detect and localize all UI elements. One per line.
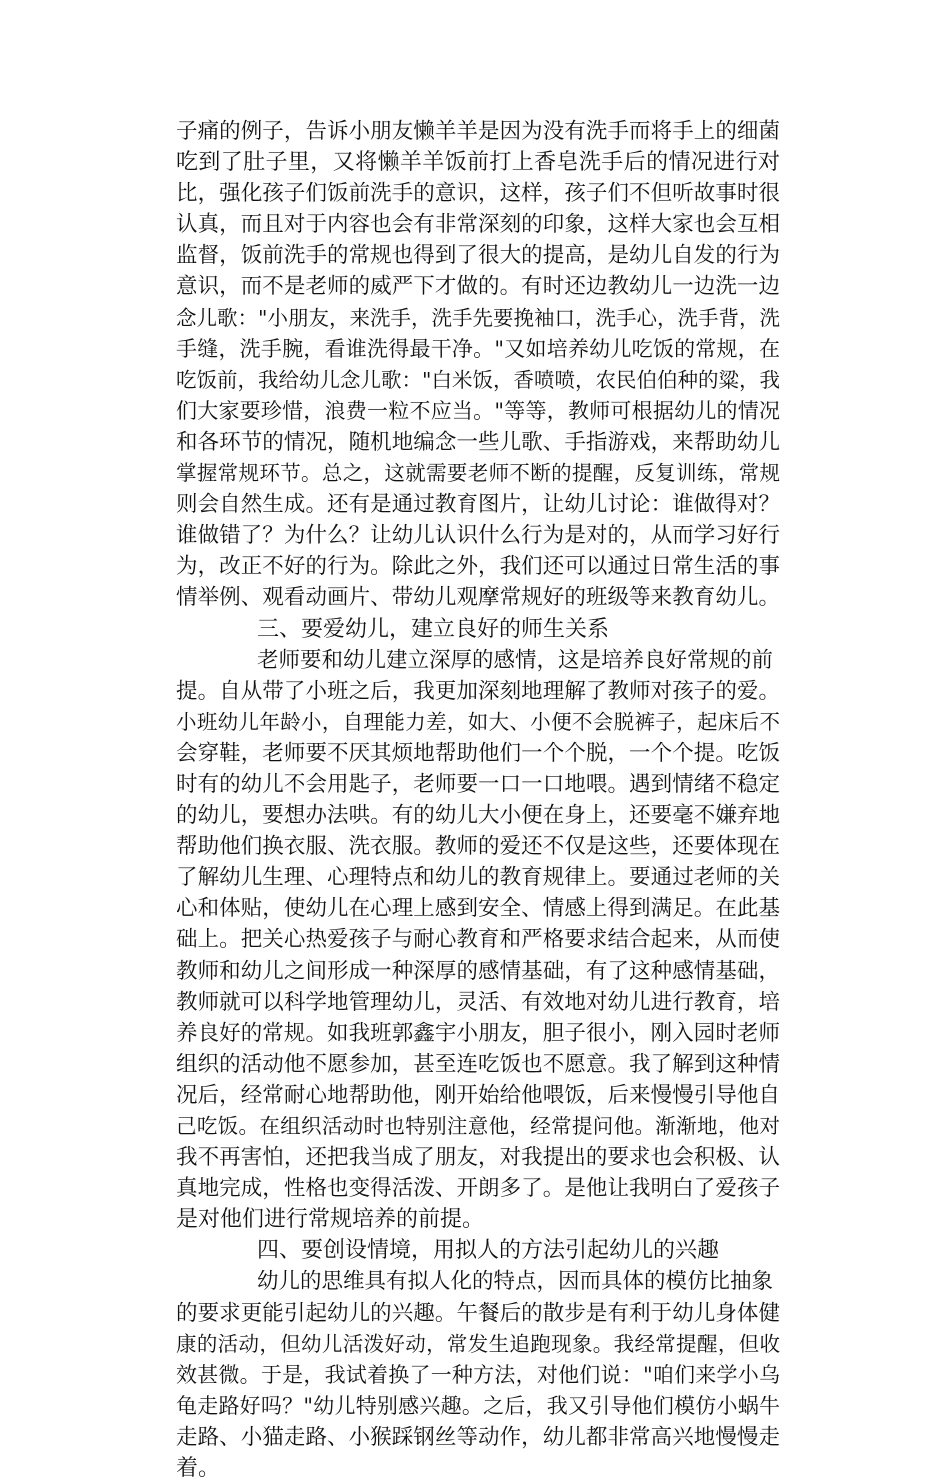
paragraph-line: 情举例、观看动画片、带幼儿观摩常规好的班级等来教育幼儿。	[176, 585, 780, 611]
paragraph-line: 子痛的例子，告诉小朋友懒羊羊是因为没有洗手而将手上的细菌	[176, 119, 780, 144]
paragraph-line: 组织的活动他不愿参加，甚至连吃饭也不愿意。我了解到这种情	[176, 1051, 780, 1077]
paragraph-line: 掌握常规环节。总之，这就需要老师不断的提醒，反复训练，常规	[176, 461, 780, 486]
paragraph-line: 真地完成，性格也变得活泼、开朗多了。是他让我明白了爱孩子	[176, 1176, 780, 1202]
paragraph-line: 了解幼儿生理、心理特点和幼儿的教育规律上。要通过老师的关	[176, 865, 780, 891]
paragraph-line: 吃饭前，我给幼儿念儿歌："白米饭，香喷喷，农民伯伯种的粱，我	[176, 367, 780, 392]
paragraph-line: 监督，饭前洗手的常规也得到了很大的提高，是幼儿自发的行为	[176, 243, 780, 269]
paragraph-line: 的要求更能引起幼儿的兴趣。午餐后的散步是有利于幼儿身体健	[176, 1300, 780, 1326]
paragraph-line: 走路、小猫走路、小猴踩钢丝等动作，幼儿都非常高兴地慢慢走	[176, 1424, 780, 1450]
paragraph-line-indented: 幼儿的思维具有拟人化的特点，因而具体的模仿比抽象	[257, 1269, 774, 1295]
paragraph-line: 吃到了肚子里，又将懒羊羊饭前打上香皂洗手后的情况进行对	[176, 150, 780, 176]
paragraph-line: 谁做错了？为什么？让幼儿认识什么行为是对的，从而学习好行	[176, 523, 780, 549]
paragraph-line: 教师和幼儿之间形成一种深厚的感情基础，有了这种感情基础，	[176, 958, 780, 984]
paragraph-line-indented: 四、要创设情境，用拟人的方法引起幼儿的兴趣	[257, 1238, 720, 1264]
paragraph-line: 提。自从带了小班之后，我更加深刻地理解了教师对孩子的爱。	[176, 678, 780, 704]
paragraph-line: 康的活动，但幼儿活泼好动，常发生追跑现象。我经常提醒，但收	[176, 1331, 780, 1356]
paragraph-line: 我不再害怕，还把我当成了朋友，对我提出的要求也会积极、认	[176, 1145, 780, 1171]
paragraph-line: 着。	[176, 1456, 221, 1482]
paragraph-line: 时有的幼儿不会用匙子，老师要一口一口地喂。遇到情绪不稳定	[176, 771, 780, 797]
paragraph-line: 况后，经常耐心地帮助他，刚开始给他喂饭，后来慢慢引导他自	[176, 1082, 780, 1108]
paragraph-line: 手缝，洗手腕，看谁洗得最干净。"又如培养幼儿吃饭的常规，在	[176, 336, 780, 361]
paragraph-line: 为，改正不好的行为。除此之外，我们还可以通过日常生活的事	[176, 554, 780, 580]
paragraph-line: 己吃饭。在组织活动时也特别注意他，经常提问他。渐渐地，他对	[176, 1114, 780, 1138]
paragraph-line: 龟走路好吗？"幼儿特别感兴趣。之后，我又引导他们模仿小蜗牛	[176, 1393, 780, 1418]
paragraph-line: 是对他们进行常规培养的前提。	[176, 1207, 485, 1233]
paragraph-line: 们大家要珍惜，浪费一粒不应当。"等等，教师可根据幼儿的情况	[176, 398, 780, 423]
paragraph-line: 念儿歌："小朋友，来洗手，洗手先要挽袖口，洗手心，洗手背，洗	[176, 305, 780, 330]
body-text	[176, 116, 780, 1484]
paragraph-line: 和各环节的情况，随机地编念一些儿歌、手指游戏，来帮助幼儿	[176, 429, 780, 455]
paragraph-line-indented: 老师要和幼儿建立深厚的感情，这是培养良好常规的前	[257, 647, 774, 673]
paragraph-line-indented: 三、要爱幼儿，建立良好的师生关系	[257, 616, 610, 642]
paragraph-line: 小班幼儿年龄小，自理能力差，如大、小便不会脱裤子，起床后不	[176, 709, 780, 734]
paragraph-line: 会穿鞋，老师要不厌其烦地帮助他们一个个脱，一个个提。吃饭	[176, 740, 780, 766]
paragraph-line: 效甚微。于是，我试着换了一种方法，对他们说："咱们来学小乌	[176, 1362, 780, 1387]
paragraph-line: 帮助他们换衣服、洗衣服。教师的爱还不仅是这些，还要体现在	[176, 834, 780, 860]
paragraph-line: 教师就可以科学地管理幼儿，灵活、有效地对幼儿进行教育，培	[176, 989, 780, 1015]
paragraph-line: 认真，而且对于内容也会有非常深刻的印象，这样大家也会互相	[176, 212, 780, 238]
paragraph-line: 的幼儿，要想办法哄。有的幼儿大小便在身上，还要毫不嫌弃地	[176, 803, 780, 829]
paragraph-line: 则会自然生成。还有是通过教育图片，让幼儿讨论：谁做得对？	[176, 492, 780, 518]
paragraph-line: 养良好的常规。如我班郭鑫宇小朋友，胆子很小，刚入园时老师	[176, 1020, 780, 1046]
paragraph-line: 比，强化孩子们饭前洗手的意识，这样，孩子们不但听故事时很	[176, 181, 780, 207]
paragraph-line: 心和体贴，使幼儿在心理上感到安全、情感上得到满足。在此基	[176, 896, 780, 922]
paragraph-line: 础上。把关心热爱孩子与耐心教育和严格要求结合起来，从而使	[176, 927, 780, 953]
paragraph-line: 意识，而不是老师的威严下才做的。有时还边教幼儿一边洗一边	[176, 274, 780, 300]
